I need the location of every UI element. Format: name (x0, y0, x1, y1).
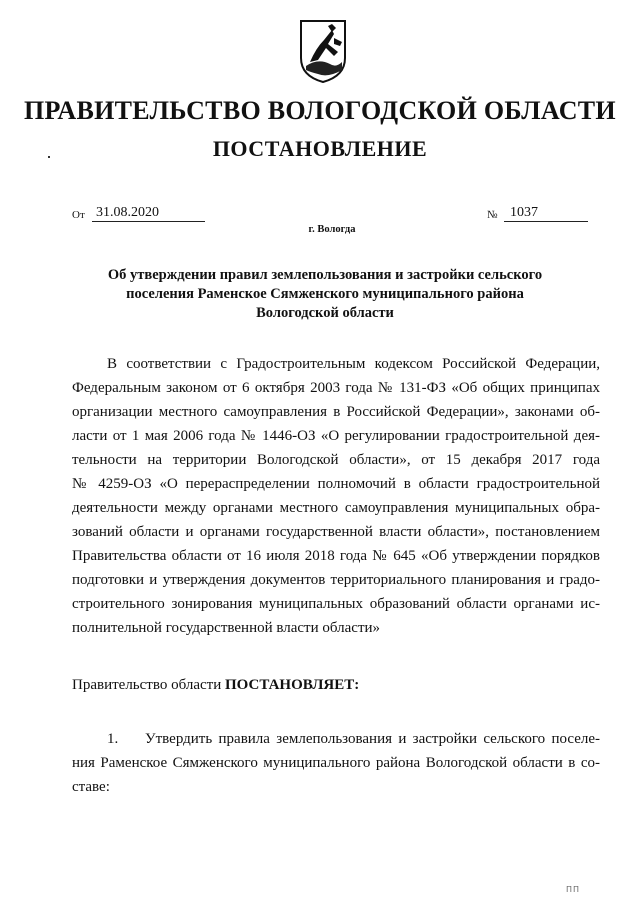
preamble-line: Федеральным законом от 6 октября 2003 года № 131-ФЗ «Об общих принципах (72, 380, 600, 396)
footer-mark: ПП (566, 885, 581, 894)
resolution-line (72, 673, 359, 697)
item-first-line (72, 727, 600, 751)
preamble-line: Правительства области от 16 июля 2018 года № 645 «Об утверждении порядков (72, 548, 600, 564)
preamble-line: ласти от 1 мая 2006 года № 1446-ОЗ «О регулировании градостроительной дея- (72, 428, 600, 444)
number-label: № (487, 209, 498, 221)
list-item (72, 727, 600, 799)
subject-line: Об утверждении правил землепользования и застройки сельского (107, 267, 543, 283)
item-line: ставе: (72, 779, 110, 795)
city-label: г. Вологда (308, 224, 356, 235)
vologda-coat-of-arms-icon (298, 18, 348, 84)
preamble-line: полнительной государственной власти области» (72, 620, 381, 636)
date-value: 31.08.2020 (92, 204, 205, 222)
subject-line: поселения Раменское Сямженского муниципального района (126, 286, 524, 302)
resolution-prefix: Правительство области (72, 677, 222, 693)
preamble-line: подготовки и утверждения документов территориального планирования и градо- (72, 572, 600, 588)
item-number: 1. (107, 731, 119, 747)
preamble-line: строительного зонирования муниципальных образований области органами ис- (72, 596, 600, 612)
preamble-line: организации местного самоуправления в Российской Федерации», законами об- (72, 404, 600, 420)
item-line: ния Раменское Сямженского муниципального района Вологодской области в со- (72, 755, 600, 771)
preamble-paragraph (72, 352, 600, 640)
preamble-line: деятельности между органами местного самоуправления муниципальных обра- (72, 500, 600, 516)
government-title: ПРАВИТЕЛЬСТВО ВОЛОГОДСКОЙ ОБЛАСТИ (24, 96, 616, 125)
preamble-line: В соответствии с Градостроительным кодексом Российской Федерации, (107, 356, 600, 372)
resolution-word: ПОСТАНОВЛЯЕТ: (224, 677, 360, 693)
scan-dot (48, 156, 50, 158)
subject-line: Вологодской области (256, 305, 394, 321)
preamble-line: № 4259-ОЗ «О перераспределении полномочий в области градостроительной (72, 476, 600, 492)
document-type-title: ПОСТАНОВЛЕНИЕ (212, 136, 428, 161)
preamble-line: тельности на территории Вологодской области», от 15 декабря 2017 года (72, 452, 600, 468)
date-label: От (72, 209, 85, 221)
preamble-line: зований области и органами государственной власти области», постановлением (72, 524, 600, 540)
item-line: Утвердить правила землепользования и застройки сельского поселе- (145, 731, 600, 747)
subject-heading (96, 266, 554, 323)
number-value: 1037 (504, 204, 588, 222)
